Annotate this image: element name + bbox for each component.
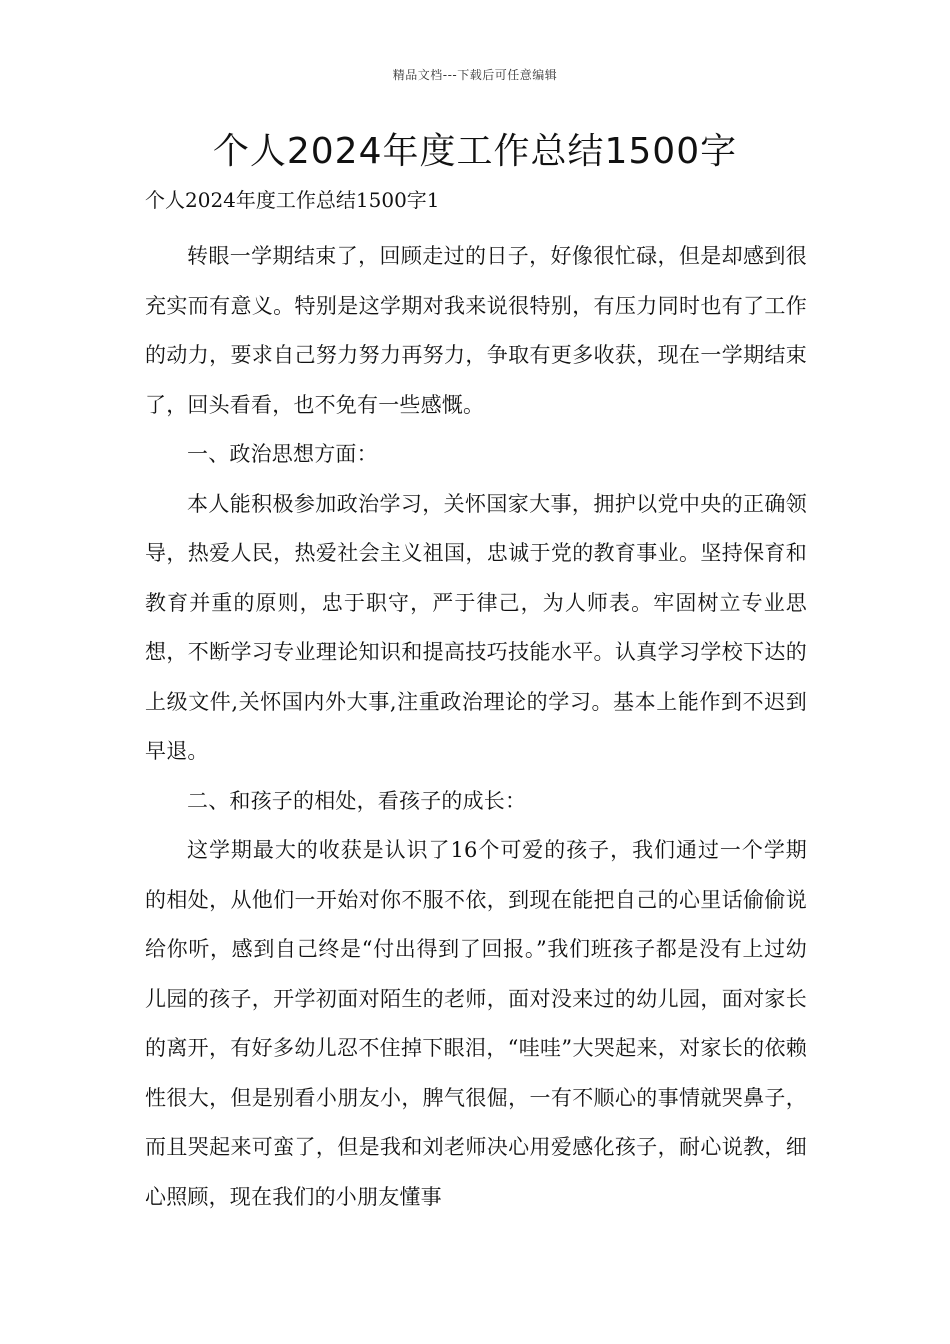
paragraph-intro: 转眼一学期结束了，回顾走过的日子，好像很忙碌，但是却感到很充实而有意义。特别是这学期对我来说很特别，有压力同时也有了工作的动力，要求自己努力努力再努力，争取有更多收获，现在一学期结束了，回头看看，也不免有一些感慨。: [145, 244, 807, 417]
heading-children: 二、和孩子的相处，看孩子的成长：: [187, 788, 527, 813]
document-body: [145, 232, 807, 1222]
paragraph-children: 这学期最大的收获是认识了16个可爱的孩子，我们通过一个学期的相处，从他们一开始对你不服不依，到现在能把自己的心里话偷偷说给你听，感到自己终是“付出得到了回报。”我们班孩子都是没有上过幼儿园的孩子，开学初面对陌生的老师，面对没来过的幼儿园，面对家长的离开，有好多幼儿忍不住掉下眼泪，“哇哇”大哭起来，对家长的依赖性很大，但是别看小朋友小，脾气很倔，一有不顺心的事情就哭鼻子，而且哭起来可蛮了，但是我和刘老师决心用爱感化孩子，耐心说教，细心照顾，现在我们的小朋友懂事: [145, 838, 807, 1209]
paragraph-politics: 本人能积极参加政治学习，关怀国家大事，拥护以党中央的正确领导，热爱人民，热爱社会主义祖国，忠诚于党的教育事业。坚持保育和教育并重的原则，忠于职守，严于律己，为人师表。牢固树立专业思想，不断学习专业理论知识和提高技巧技能水平。认真学习学校下达的上级文件,关怀国内外大事,注重政治理论的学习。基本上能作到不迟到早退。: [145, 491, 807, 763]
section-subtitle: 个人2024年度工作总结1500字1: [145, 188, 440, 212]
heading-politics: 一、政治思想方面：: [187, 442, 378, 466]
document-title: 个人2024年度工作总结1500字: [212, 131, 738, 172]
header-note: 精品文档---下载后可任意编辑: [392, 68, 558, 82]
